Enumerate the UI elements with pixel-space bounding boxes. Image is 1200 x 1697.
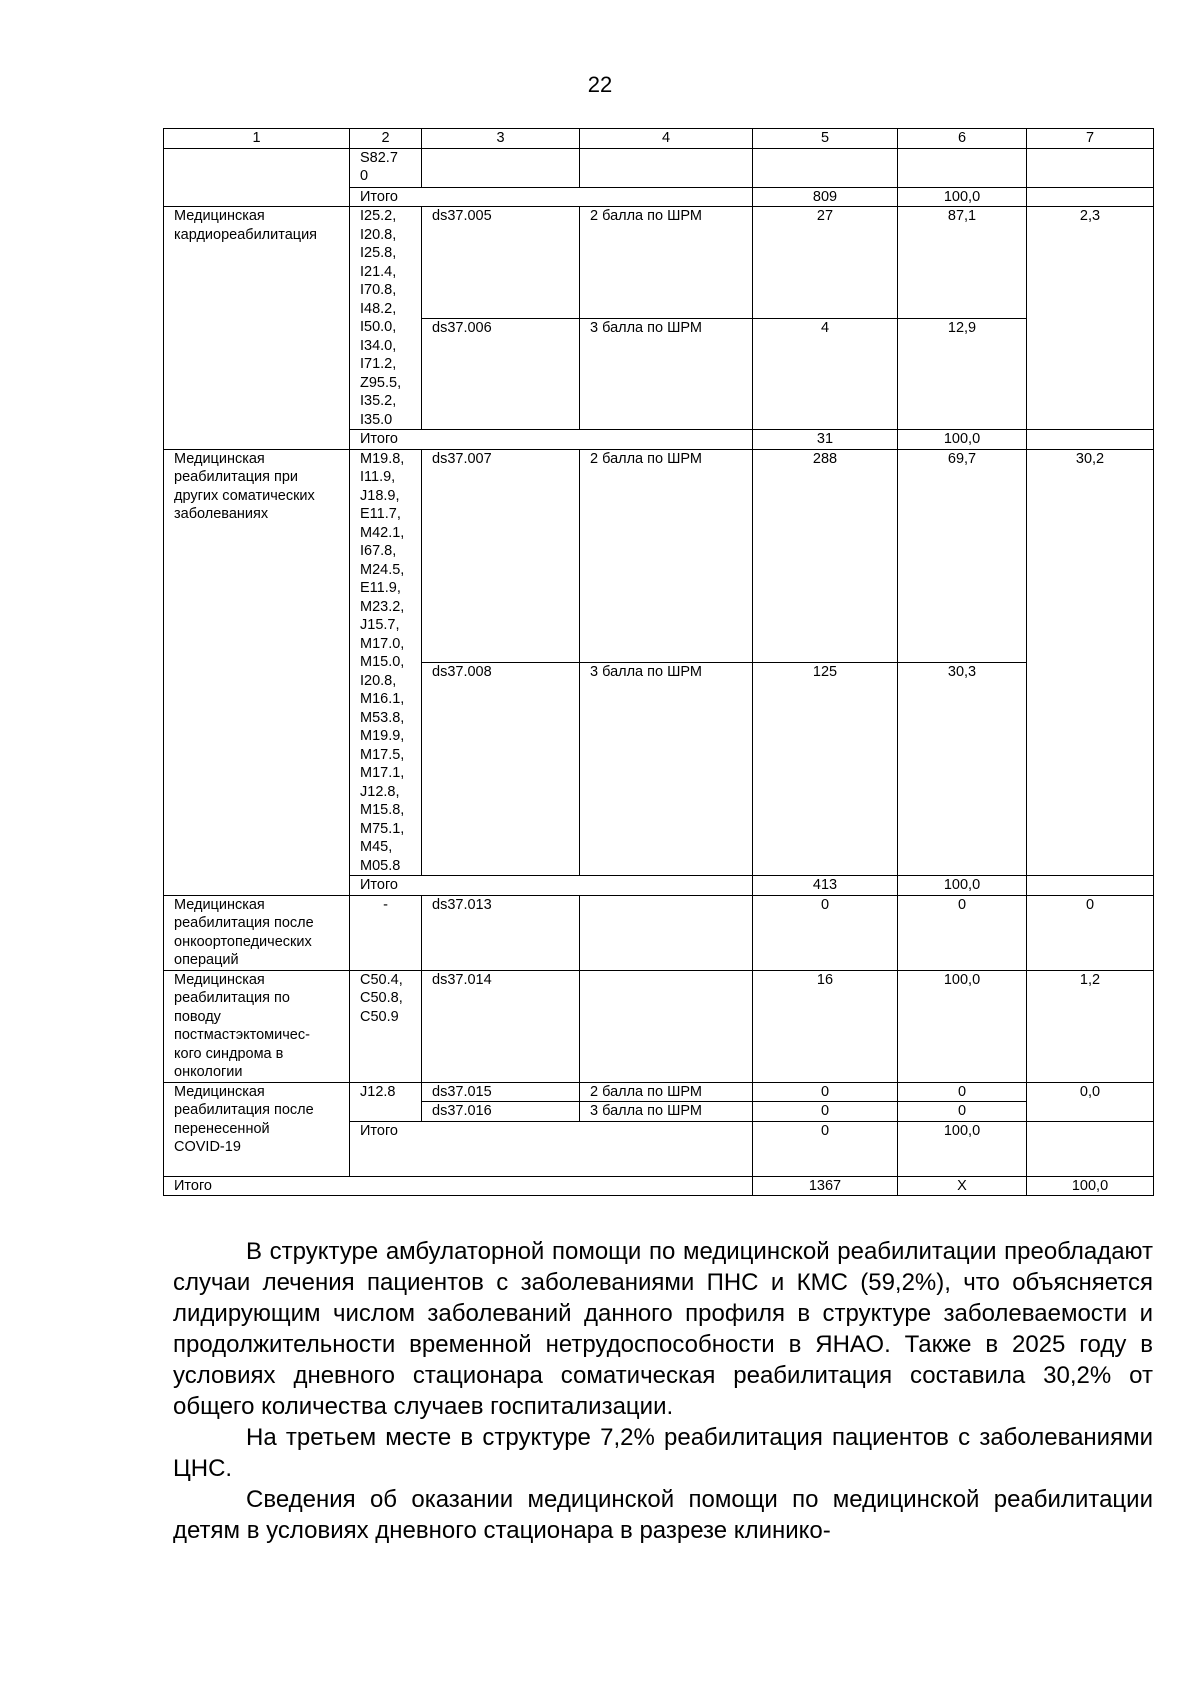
subtotal-share: 100,0 [898,1121,1027,1176]
table-row [164,207,1154,319]
subtotal-share: 100,0 [898,187,1027,207]
diagnosis-codes: I25.2, I20.8, I25.8, I21.4, I70.8, I48.2, I50.0, I34.0, I71.2, Z95.5, I35.2, I35.0 [350,207,422,430]
diagnosis-codes: - [350,895,422,970]
case-count: 0 [753,895,898,970]
case-count: 16 [753,970,898,1082]
score-label: 2 балла по ШРМ [580,1082,753,1102]
section-name: Медицинская реабилитация после перенесенной COVID-19 [164,1082,350,1176]
empty-cell [580,895,753,970]
case-share: 100,0 [898,970,1027,1082]
empty-cell [1027,187,1154,207]
page-number: 22 [587,72,613,97]
header-cell: 1 [164,129,350,149]
group-code: ds37.007 [422,449,580,662]
case-count: 125 [753,662,898,875]
table-row [164,970,1154,1082]
empty-cell [1027,430,1154,450]
table-row [164,895,1154,970]
empty-cell [164,148,350,207]
section-name: Медицинская реабилитация по поводу постмастэктомичес- кого синдрома в онкологии [164,970,350,1082]
header-cell: 6 [898,129,1027,149]
case-count: 4 [753,318,898,430]
group-code: ds37.013 [422,895,580,970]
case-share: 69,7 [898,449,1027,662]
empty-cell [1027,876,1154,896]
group-code: ds37.014 [422,970,580,1082]
paragraph: На третьем месте в структуре 7,2% реабилитация пациентов с заболеваниями ЦНС. [173,1424,1153,1482]
paragraph: В структуре амбулаторной помощи по медицинской реабилитации преобладают случаи лечения пациентов с заболеваниями ПНС и КМС (59,2%), что объясняется лидирующим числом заболеваний данного профиля в структуре заболеваемости и продолжительности временной нетрудоспособности в ЯНАО. Также в 2025 году в условиях дневного стационара соматическая реабилитация составила 30,2% от общего количества случаев госпитализации. [173,1238,1153,1420]
structure-share: 30,2 [1027,449,1154,876]
grand-total-share: X [898,1176,1027,1196]
case-share: 0 [898,1102,1027,1122]
group-code: ds37.006 [422,318,580,430]
paragraph: Сведения об оказании медицинской помощи по медицинской реабилитации детям в условиях дневного стационара в разрезе клинико- [173,1486,1153,1544]
group-code: ds37.016 [422,1102,580,1122]
section-name: Медицинская реабилитация при других соматических заболеваниях [164,449,350,895]
section-name: Медицинская реабилитация после онкоортопедических операций [164,895,350,970]
case-share: 12,9 [898,318,1027,430]
score-label: 2 балла по ШРМ [580,449,753,662]
structure-share: 0,0 [1027,1082,1154,1121]
diagnosis-codes: C50.4, C50.8, C50.9 [350,970,422,1082]
subtotal-share: 100,0 [898,876,1027,896]
empty-cell [580,970,753,1082]
case-count: 0 [753,1102,898,1122]
case-share: 0 [898,1082,1027,1102]
case-share: 0 [898,895,1027,970]
diagnosis-codes: M19.8, I11.9, J18.9, E11.7, M42.1, I67.8, M24.5, E11.9, M23.2, J15.7, M17.0, M15.0, I20.8, M16.1, M53.8, M19.9, M17.5, M17.1, J12.8, M15.8, M75.1, M45, M05.8 [350,449,422,876]
structure-share: 1,2 [1027,970,1154,1082]
section-name: Медицинская кардиореабилитация [164,207,350,450]
header-cell: 7 [1027,129,1154,149]
table-row [164,148,1154,187]
header-row [164,129,1154,149]
empty-cell [898,148,1027,187]
subtotal-label: Итого [350,1121,753,1176]
case-share: 87,1 [898,207,1027,319]
case-share: 30,3 [898,662,1027,875]
subtotal-share: 100,0 [898,430,1027,450]
empty-cell [580,148,753,187]
group-code: ds37.015 [422,1082,580,1102]
case-count: 288 [753,449,898,662]
empty-cell [1027,1121,1154,1176]
score-label: 3 балла по ШРМ [580,318,753,430]
grand-total-count: 1367 [753,1176,898,1196]
empty-cell [422,148,580,187]
header-cell: 2 [350,129,422,149]
body-text [173,1236,1153,1546]
case-count: 27 [753,207,898,319]
table-row [164,449,1154,662]
subtotal-count: 31 [753,430,898,450]
rehab-table [163,128,1154,1196]
subtotal-count: 413 [753,876,898,896]
score-label: 2 балла по ШРМ [580,207,753,319]
grand-total-label: Итого [164,1176,753,1196]
diagnosis-codes: J12.8 [350,1082,422,1121]
case-count: 0 [753,1082,898,1102]
grand-total-structure: 100,0 [1027,1176,1154,1196]
header-cell: 5 [753,129,898,149]
subtotal-count: 809 [753,187,898,207]
subtotal-count: 0 [753,1121,898,1176]
empty-cell [1027,148,1154,187]
header-cell: 3 [422,129,580,149]
diagnosis-codes: S82.7 0 [350,148,422,187]
grand-total-row [164,1176,1154,1196]
subtotal-label: Итого [350,876,753,896]
score-label: 3 балла по ШРМ [580,1102,753,1122]
table-row [164,1082,1154,1102]
structure-share: 2,3 [1027,207,1154,430]
subtotal-label: Итого [350,187,753,207]
structure-share: 0 [1027,895,1154,970]
group-code: ds37.008 [422,662,580,875]
subtotal-label: Итого [350,430,753,450]
header-cell: 4 [580,129,753,149]
score-label: 3 балла по ШРМ [580,662,753,875]
empty-cell [753,148,898,187]
group-code: ds37.005 [422,207,580,319]
